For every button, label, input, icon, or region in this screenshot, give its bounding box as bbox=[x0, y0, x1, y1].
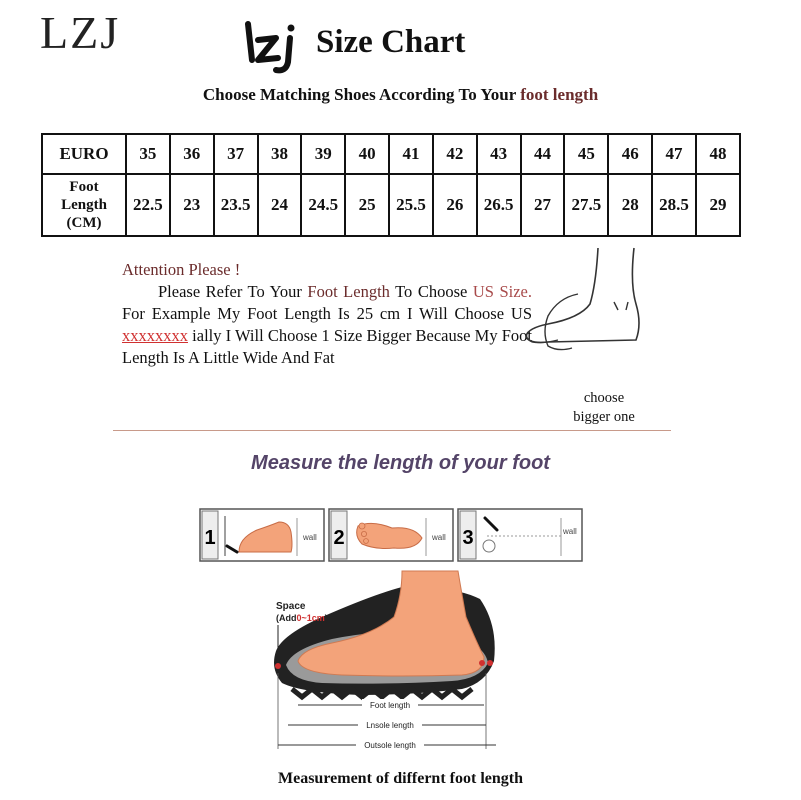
space-add-label: (Add0~1cm) bbox=[276, 613, 328, 623]
foot-length-label: Foot length bbox=[369, 701, 411, 710]
heel-marker bbox=[487, 660, 493, 666]
foot-cm-cell: 22.5 bbox=[126, 174, 170, 236]
wall-label: wall bbox=[303, 533, 317, 542]
row-header-euro: EURO bbox=[42, 134, 126, 174]
shoe-measurement-diagram bbox=[262, 565, 512, 765]
logo-icon bbox=[242, 20, 308, 74]
wall-label: wall bbox=[563, 527, 577, 536]
attention-text: ially I Will Choose 1 Size Bigger Because My Foot Length Is A Little Wide And Fat bbox=[122, 326, 532, 367]
foot-cm-cell: 25 bbox=[345, 174, 389, 236]
foot-cm-cell: 24.5 bbox=[301, 174, 345, 236]
table-row-euro bbox=[42, 134, 740, 174]
euro-cell: 43 bbox=[477, 134, 521, 174]
attention-note bbox=[122, 259, 532, 369]
choose-bigger-line: choose bbox=[583, 390, 625, 406]
step-panel-1 bbox=[200, 509, 324, 561]
row-header-line: Length bbox=[61, 197, 107, 213]
choose-bigger-note bbox=[566, 389, 642, 427]
euro-cell: 47 bbox=[652, 134, 696, 174]
euro-cell: 46 bbox=[608, 134, 652, 174]
foot-outline-illustration bbox=[518, 244, 648, 364]
table-row-foot-length bbox=[42, 174, 740, 236]
size-table bbox=[41, 133, 741, 237]
euro-cell: 41 bbox=[389, 134, 433, 174]
attention-text: For Example My Foot Length Is 25 cm I Will Choose US bbox=[122, 304, 532, 323]
heel-marker bbox=[479, 660, 485, 666]
step-number: 2 bbox=[333, 527, 345, 549]
foot-cm-cell: 28 bbox=[608, 174, 652, 236]
step-number: 3 bbox=[462, 527, 474, 549]
choose-bigger-line: bigger one bbox=[573, 409, 635, 425]
euro-cell: 40 bbox=[345, 134, 389, 174]
euro-cell: 39 bbox=[301, 134, 345, 174]
foot-cm-cell: 27.5 bbox=[564, 174, 608, 236]
step-panel-2 bbox=[329, 509, 453, 561]
row-header-foot-length bbox=[42, 174, 126, 236]
attention-heading: Attention Please ! bbox=[122, 260, 241, 279]
row-header-line: Foot bbox=[69, 179, 99, 195]
subtitle-text: Choose Matching Shoes According To Your bbox=[202, 85, 521, 104]
measure-steps bbox=[199, 508, 583, 562]
space-label: Space bbox=[276, 601, 306, 612]
foot-cm-cell: 25.5 bbox=[389, 174, 433, 236]
measure-heading: Measure the length of your foot bbox=[251, 452, 550, 474]
brand-mark: LZJ bbox=[40, 7, 121, 58]
euro-cell: 35 bbox=[126, 134, 170, 174]
subtitle-highlight: foot length bbox=[520, 85, 599, 104]
foot-cm-cell: 29 bbox=[696, 174, 740, 236]
attention-redacted: xxxxxxxx bbox=[122, 326, 188, 345]
attention-text: To Choose bbox=[389, 282, 473, 301]
euro-cell: 42 bbox=[433, 134, 477, 174]
attention-highlight: US Size. bbox=[472, 282, 532, 301]
foot-cm-cell: 28.5 bbox=[652, 174, 696, 236]
page-title: Size Chart bbox=[316, 24, 466, 60]
euro-cell: 44 bbox=[521, 134, 565, 174]
attention-text: Please Refer To Your bbox=[158, 282, 308, 301]
subtitle bbox=[0, 85, 801, 105]
foot-cm-cell: 24 bbox=[258, 174, 302, 236]
toe-marker bbox=[275, 663, 281, 669]
foot-cm-cell: 23 bbox=[170, 174, 214, 236]
euro-cell: 38 bbox=[258, 134, 302, 174]
step-panel-3 bbox=[458, 509, 582, 561]
section-divider bbox=[113, 430, 671, 431]
euro-cell: 36 bbox=[170, 134, 214, 174]
foot-cm-cell: 26.5 bbox=[477, 174, 521, 236]
euro-cell: 48 bbox=[696, 134, 740, 174]
euro-cell: 45 bbox=[564, 134, 608, 174]
foot-cm-cell: 26 bbox=[433, 174, 477, 236]
attention-highlight: Foot Length bbox=[307, 282, 390, 301]
euro-cell: 37 bbox=[214, 134, 258, 174]
step-number: 1 bbox=[204, 527, 216, 549]
diagram-caption: Measurement of differnt foot length bbox=[278, 770, 523, 787]
row-header-line: (CM) bbox=[66, 215, 102, 231]
foot-cm-cell: 27 bbox=[521, 174, 565, 236]
outsole-length-label: Outsole length bbox=[364, 741, 416, 750]
foot-cm-cell: 23.5 bbox=[214, 174, 258, 236]
insole-length-label: Lnsole length bbox=[366, 721, 414, 730]
wall-label: wall bbox=[432, 533, 446, 542]
